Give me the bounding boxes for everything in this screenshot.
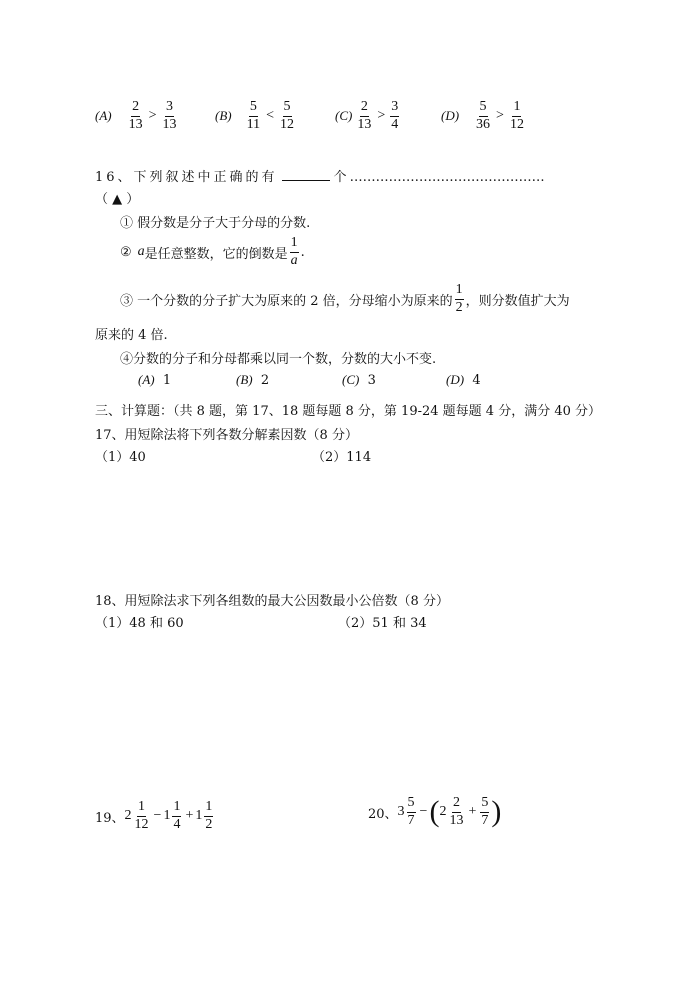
q15-option-d bbox=[441, 100, 527, 132]
q15-option-c bbox=[335, 100, 441, 132]
answer-blank bbox=[282, 168, 330, 181]
q16-options-row bbox=[138, 372, 481, 388]
q18-part2: （2）51 和 34 bbox=[338, 616, 427, 631]
section3-title: 三、计算题：（共 8 题，第 17、18 题每题 8 分，第 19-24 题每题 4 分，满分 40 分） bbox=[95, 404, 602, 419]
q15-option-a bbox=[95, 100, 215, 132]
q18-part1: （1）48 和 60 bbox=[95, 616, 184, 631]
fraction: $\frac{3}{4}$ bbox=[391, 99, 399, 132]
q16-statement-4: ④分数的分子和分母都乘以同一个数，分数的大小不变. bbox=[120, 352, 437, 367]
fraction: $\frac{2}{13}$ bbox=[357, 99, 372, 132]
fraction: $\frac{5}{36}$ bbox=[476, 99, 491, 132]
q15-options-row bbox=[95, 100, 527, 132]
relation: > bbox=[148, 108, 157, 124]
fraction: $\frac{1}{2}$ bbox=[205, 799, 213, 832]
q15-option-b bbox=[215, 100, 335, 132]
q16-option-d: (D) 4 bbox=[446, 372, 481, 388]
fraction: $\frac{2}{13}$ bbox=[128, 99, 143, 132]
fraction: $\frac{5}{7}$ bbox=[481, 795, 489, 828]
option-label: (C) bbox=[335, 108, 353, 124]
left-paren: ( bbox=[429, 795, 440, 829]
q17-title: 17、用短除法将下列各数分解素因数（8 分） bbox=[95, 428, 358, 443]
q16-statement-2: ② a 是任意整数，它的倒数是 $\frac{1}{a}$ . bbox=[120, 235, 305, 268]
fraction: $\frac{1}{a}$ bbox=[290, 235, 298, 268]
relation: > bbox=[377, 108, 386, 124]
option-label: (B) bbox=[215, 108, 232, 124]
relation: < bbox=[266, 108, 274, 124]
fraction: $\frac{1}{12}$ bbox=[134, 799, 149, 832]
q16-option-a: (A) 1 bbox=[138, 372, 172, 388]
q16-option-c: (C) 3 bbox=[342, 372, 376, 388]
fraction: $\frac{1}{2}$ bbox=[455, 282, 463, 315]
fraction: $\frac{2}{13}$ bbox=[449, 795, 464, 828]
q20-expression: 20、 3 $\frac{5}{7}$ − ( 2 $\frac{2}{13}$ + $\frac{5}{7}$ ) bbox=[368, 795, 502, 829]
fraction: $\frac{5}{7}$ bbox=[407, 795, 415, 828]
q16-statement-1: ① 假分数是分子大于分母的分数. bbox=[120, 216, 311, 231]
fraction: $\frac{5}{12}$ bbox=[280, 99, 294, 132]
q19-expression: 19、 2 $\frac{1}{12}$ − 1 $\frac{1}{4}$ + 1 $\frac{1}{2}$ bbox=[95, 799, 213, 832]
q17-part2: （2）114 bbox=[312, 450, 372, 465]
fraction: $\frac{1}{12}$ bbox=[509, 99, 524, 132]
right-paren: ) bbox=[491, 795, 502, 829]
q16-answer-mark: （ ▲ ） bbox=[95, 192, 140, 207]
option-label: (D) bbox=[441, 108, 460, 124]
q17-part1: （1）40 bbox=[95, 450, 146, 465]
fraction: $\frac{3}{13}$ bbox=[162, 99, 177, 132]
q16-stem: 16、下列叙述中正确的有 个……………………………………… bbox=[95, 170, 545, 185]
option-label: (A) bbox=[95, 108, 112, 124]
q18-title: 18、用短除法求下列各组数的最大公因数最小公倍数（8 分） bbox=[95, 594, 449, 609]
fraction: $\frac{1}{4}$ bbox=[173, 799, 181, 832]
q16-statement-3-cont: 原来的 4 倍. bbox=[95, 328, 168, 343]
q16-option-b: (B) 2 bbox=[236, 372, 270, 388]
fraction: $\frac{5}{11}$ bbox=[246, 99, 261, 132]
q16-statement-3: ③ 一个分数的分子扩大为原来的 2 倍，分母缩小为原来的 $\frac{1}{2}$ ，则分数值扩大为 bbox=[120, 282, 570, 315]
relation: > bbox=[496, 108, 504, 124]
